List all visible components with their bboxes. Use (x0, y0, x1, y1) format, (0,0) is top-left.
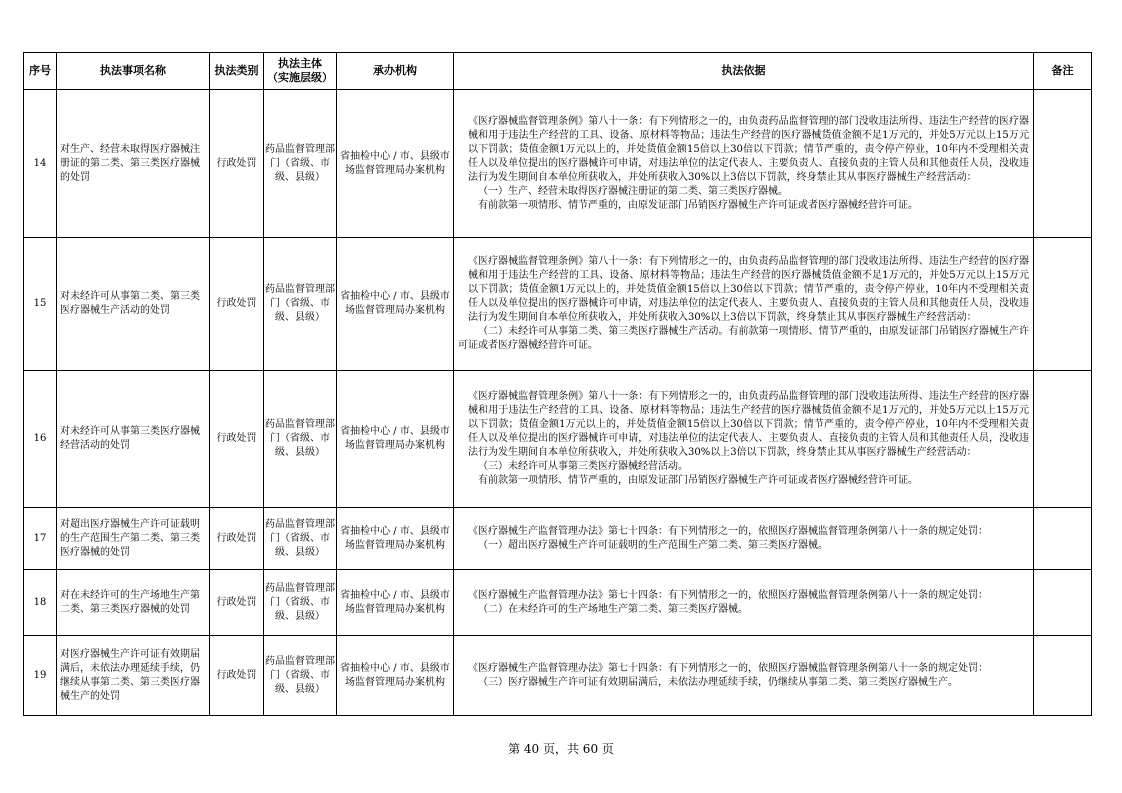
row-number: 14 (24, 90, 57, 238)
header-subject (264, 53, 337, 90)
basis-paragraph: （二）未经许可从事第二类、第三类医疗器械生产活动。有前款第一项情形、情节严重的，由原发证部门吊销医疗器械生产许可证或者医疗器械经营许可证。 (458, 326, 1029, 351)
header-remark: 备注 (1034, 53, 1092, 90)
row-org: 省抽检中心 / 市、县级市场监督管理局办案机构 (337, 570, 454, 636)
table-row (24, 508, 1092, 570)
table-body (24, 90, 1092, 716)
row-category: 行政处罚 (210, 238, 264, 371)
table-row (24, 636, 1092, 716)
table-row (24, 238, 1092, 371)
basis-paragraph: 《医疗器械生产监督管理办法》第七十四条：有下列情形之一的，依照医疗器械监督管理条例第八十一条的规定处罚： (468, 525, 988, 537)
row-category: 行政处罚 (210, 90, 264, 238)
row-subject: 药品监督管理部门（省级、市级、县级） (264, 570, 337, 636)
row-basis (454, 636, 1034, 716)
row-subject: 药品监督管理部门（省级、市级、县级） (264, 508, 337, 570)
row-item-name: 对未经许可从事第二类、第三类医疗器械生产活动的处罚 (57, 238, 210, 371)
header-category: 执法类别 (210, 53, 264, 90)
header-row (24, 53, 1092, 90)
page-footer: 第 40 页，共 60 页 (508, 742, 614, 756)
basis-paragraph: 《医疗器械监督管理条例》第八十一条：有下列情形之一的，由负责药品监督管理的部门没收违法所得、违法生产经营的医疗器械和用于违法生产经营的工具、设备、原材料等物品；违法生产经营的医疗器械货值金额不足1万元的，并处5万元以上15万元以下罚款；货值金额1万元以上的，并处货值金额15倍以上30倍以下罚款；情节严重的，责令停产停业，10年内不受理相关责任人以及单位提出的医疗器械许可申请，对违法单位的法定代表人、主要负责人、直接负责的主管人员和其他责任人员，没收违法行为发生期间自本单位所获收入，并处所获收入30%以上3倍以下罚款，终身禁止其从事医疗器械生产经营活动： (468, 115, 1029, 183)
row-subject: 药品监督管理部门（省级、市级、县级） (264, 90, 337, 238)
header-no: 序号 (24, 53, 57, 90)
row-remark (1034, 371, 1092, 508)
row-item-name: 对生产、经营未取得医疗器械注册证的第二类、第三类医疗器械的处罚 (57, 90, 210, 238)
row-number: 19 (24, 636, 57, 716)
row-basis (454, 90, 1034, 238)
table-row (24, 570, 1092, 636)
table-row (24, 90, 1092, 238)
row-org: 省抽检中心 / 市、县级市场监督管理局办案机构 (337, 90, 454, 238)
basis-paragraph: 《医疗器械生产监督管理办法》第七十四条：有下列情形之一的，依照医疗器械监督管理条例第八十一条的规定处罚： (468, 589, 988, 601)
row-subject: 药品监督管理部门（省级、市级、县级） (264, 636, 337, 716)
header-basis: 执法依据 (454, 53, 1034, 90)
row-subject: 药品监督管理部门（省级、市级、县级） (264, 371, 337, 508)
row-remark (1034, 636, 1092, 716)
basis-paragraph: （三）医疗器械生产许可证有效期届满后，未依法办理延续手续，仍继续从事第二类、第三类医疗器械生产。 (478, 676, 958, 688)
row-item-name: 对在未经许可的生产场地生产第二类、第三类医疗器械的处罚 (57, 570, 210, 636)
row-category: 行政处罚 (210, 636, 264, 716)
row-remark (1034, 570, 1092, 636)
row-org: 省抽检中心 / 市、县级市场监督管理局办案机构 (337, 238, 454, 371)
row-org: 省抽检中心 / 市、县级市场监督管理局办案机构 (337, 371, 454, 508)
row-remark (1034, 238, 1092, 371)
basis-paragraph: 《医疗器械监督管理条例》第八十一条：有下列情形之一的，由负责药品监督管理的部门没收违法所得、违法生产经营的医疗器械和用于违法生产经营的工具、设备、原材料等物品；违法生产经营的医疗器械货值金额不足1万元的，并处5万元以上15万元以下罚款；货值金额1万元以上的，并处货值金额15倍以上30倍以下罚款；情节严重的，责令停产停业，10年内不受理相关责任人以及单位提出的医疗器械许可申请，对违法单位的法定代表人、主要负责人、直接负责的主管人员和其他责任人员，没收违法行为发生期间自本单位所获收入，并处所获收入30%以上3倍以下罚款，终身禁止其从事医疗器械生产经营活动： (468, 256, 1029, 323)
row-category: 行政处罚 (210, 371, 264, 508)
header-subject-line2: （实施层级） (267, 71, 333, 84)
row-remark (1034, 90, 1092, 238)
row-category: 行政处罚 (210, 508, 264, 570)
table-row (24, 371, 1092, 508)
row-number: 16 (24, 371, 57, 508)
row-remark (1034, 508, 1092, 570)
basis-paragraph: 有前款第一项情形、情节严重的，由原发证部门吊销医疗器械生产许可证或者医疗器械经营许可证。 (478, 199, 918, 211)
row-basis (454, 570, 1034, 636)
row-basis (454, 238, 1034, 371)
basis-paragraph: （一）超出医疗器械生产许可证载明的生产范围生产第二类、第三类医疗器械。 (478, 539, 828, 551)
header-subject-line1: 执法主体 (278, 57, 322, 71)
row-number: 15 (24, 238, 57, 371)
row-number: 18 (24, 570, 57, 636)
enforcement-table (23, 52, 1092, 716)
row-item-name: 对超出医疗器械生产许可证载明的生产范围生产第二类、第三类医疗器械的处罚 (57, 508, 210, 570)
basis-paragraph: （二）在未经许可的生产场地生产第二类、第三类医疗器械。 (478, 603, 748, 615)
basis-paragraph: （一）生产、经营未取得医疗器械注册证的第二类、第三类医疗器械。 (478, 185, 788, 197)
row-basis (454, 371, 1034, 508)
row-number: 17 (24, 508, 57, 570)
row-item-name: 对未经许可从事第三类医疗器械经营活动的处罚 (57, 371, 210, 508)
row-item-name: 对医疗器械生产许可证有效期届满后，未依法办理延续手续，仍继续从事第二类、第三类医疗器械生产的处罚 (57, 636, 210, 716)
row-org: 省抽检中心 / 市、县级市场监督管理局办案机构 (337, 508, 454, 570)
header-org: 承办机构 (337, 53, 454, 90)
header-name: 执法事项名称 (57, 53, 210, 90)
basis-paragraph: 《医疗器械生产监督管理办法》第七十四条：有下列情形之一的，依照医疗器械监督管理条例第八十一条的规定处罚： (468, 662, 988, 674)
row-org: 省抽检中心 / 市、县级市场监督管理局办案机构 (337, 636, 454, 716)
basis-paragraph: （三）未经许可从事第三类医疗器械经营活动。 (478, 461, 688, 472)
basis-paragraph: 《医疗器械监督管理条例》第八十一条：有下列情形之一的，由负责药品监督管理的部门没收违法所得、违法生产经营的医疗器械和用于违法生产经营的工具、设备、原材料等物品；违法生产经营的医疗器械货值金额不足1万元的，并处5万元以上15万元以下罚款；货值金额1万元以上的，并处货值金额15倍以上30倍以下罚款；情节严重的，责令停产停业，10年内不受理相关责任人以及单位提出的医疗器械许可申请，对违法单位的法定代表人、主要负责人、直接负责的主管人员和其他责任人员，没收违法行为发生期间自本单位所获收入，并处所获收入30%以上3倍以下罚款，终身禁止其从事医疗器械生产经营活动： (468, 391, 1029, 458)
row-category: 行政处罚 (210, 570, 264, 636)
row-subject: 药品监督管理部门（省级、市级、县级） (264, 238, 337, 371)
basis-paragraph: 有前款第一项情形、情节严重的，由原发证部门吊销医疗器械生产许可证或者医疗器械经营许可证。 (478, 475, 918, 486)
row-basis (454, 508, 1034, 570)
